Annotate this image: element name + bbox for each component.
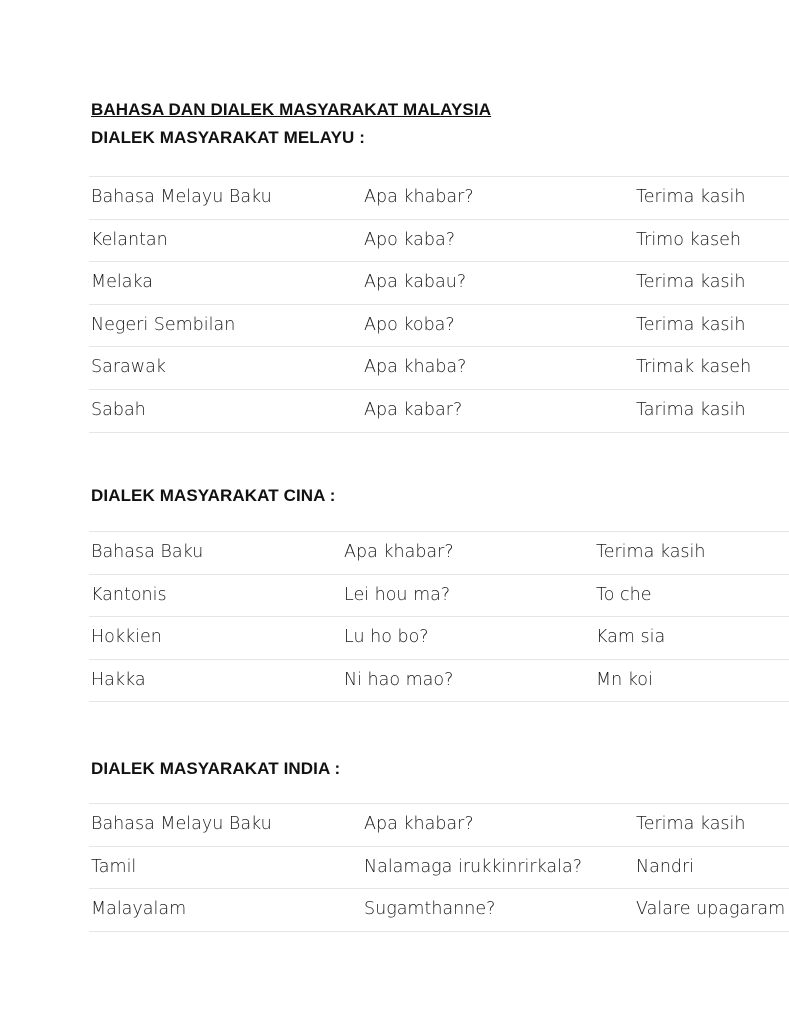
cell-thanks: Valare upagaram: [636, 899, 786, 920]
cell-dialect: Sabah: [91, 399, 146, 420]
table-row: [89, 531, 789, 575]
cell-dialect: Tamil: [91, 856, 137, 877]
cell-dialect: Hakka: [91, 669, 146, 690]
table-row: [89, 347, 789, 390]
table-row: [89, 390, 789, 433]
table-row: [89, 847, 789, 890]
cell-dialect: Bahasa Melayu Baku: [91, 187, 272, 207]
table-row: [89, 803, 789, 847]
cell-thanks: Terima kasih: [636, 314, 746, 335]
cell-greeting: Sugamthanne?: [364, 899, 496, 920]
cell-thanks: Terima kasih: [596, 542, 706, 562]
cell-greeting: Lu ho bo?: [344, 627, 429, 648]
table-melayu: [89, 176, 789, 433]
cell-greeting: Apo koba?: [364, 314, 455, 335]
cell-greeting: Apo kaba?: [364, 229, 456, 250]
cell-greeting: Lei hou ma?: [344, 584, 451, 605]
table-row: [89, 889, 789, 932]
cell-thanks: Trimak kaseh: [636, 357, 752, 378]
cell-greeting: Apa kabar?: [364, 399, 463, 420]
section-heading-india: DIALEK MASYARAKAT INDIA :: [91, 759, 341, 778]
cell-thanks: To che: [596, 584, 652, 605]
cell-greeting: Apa khaba?: [364, 357, 467, 378]
table-row: [89, 262, 789, 305]
cell-dialect: Kelantan: [91, 229, 168, 250]
table-row: [89, 575, 789, 618]
cell-greeting: Apa khabar?: [364, 187, 474, 207]
cell-thanks: Mn koi: [596, 669, 653, 690]
document-title: BAHASA DAN DIALEK MASYARAKAT MALAYSIA: [91, 100, 492, 119]
table-row: [89, 617, 789, 660]
cell-thanks: Terima kasih: [636, 187, 746, 207]
table-row: [89, 176, 789, 220]
cell-dialect: Bahasa Baku: [91, 542, 204, 562]
cell-thanks: Terima kasih: [636, 272, 746, 293]
section-heading-cina: DIALEK MASYARAKAT CINA :: [91, 486, 336, 505]
cell-dialect: Sarawak: [91, 357, 166, 378]
table-row: [89, 305, 789, 348]
cell-thanks: Kam sia: [596, 627, 666, 648]
cell-dialect: Melaka: [91, 272, 154, 293]
cell-dialect: Malayalam: [91, 899, 187, 920]
cell-greeting: Nalamaga irukkinrirkala?: [364, 856, 583, 877]
cell-thanks: Tarima kasih: [636, 399, 746, 420]
table-row: [89, 220, 789, 263]
cell-dialect: Bahasa Melayu Baku: [91, 814, 272, 834]
table-row: [89, 660, 789, 703]
cell-greeting: Apa khabar?: [344, 542, 454, 562]
cell-thanks: Trimo kaseh: [636, 229, 742, 250]
cell-greeting: Apa khabar?: [364, 814, 474, 834]
cell-greeting: Apa kabau?: [364, 272, 467, 293]
section-heading-melayu: DIALEK MASYARAKAT MELAYU :: [91, 128, 365, 147]
cell-greeting: Ni hao mao?: [344, 669, 454, 690]
cell-dialect: Hokkien: [91, 627, 162, 648]
table-cina: [89, 531, 789, 702]
table-india: [89, 803, 789, 932]
cell-dialect: Negeri Sembilan: [91, 314, 236, 335]
cell-dialect: Kantonis: [91, 584, 167, 605]
cell-thanks: Terima kasih: [636, 814, 746, 834]
cell-thanks: Nandri: [636, 856, 695, 877]
